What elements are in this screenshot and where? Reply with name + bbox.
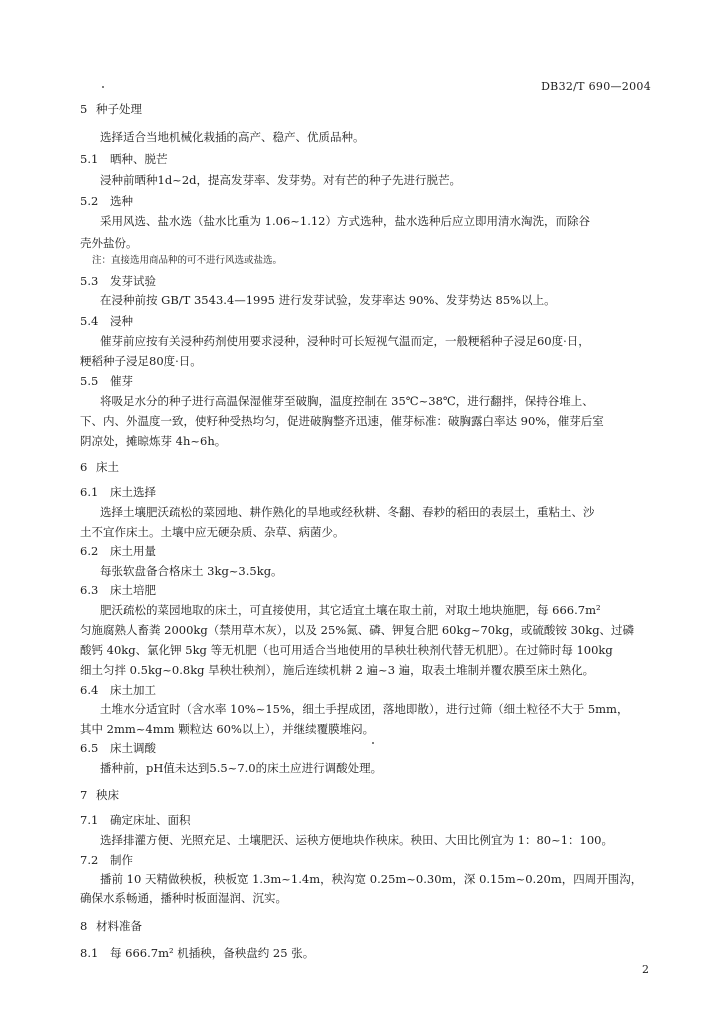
- section-title: 种子处理: [96, 102, 142, 116]
- body-text-line: 选择排灌方便、光照充足、土壤肥沃、运秧方便地块作秧床。秧田、大田比例宜为 1：80~1：100。: [100, 833, 614, 847]
- section-title: 确定床址、面积: [110, 813, 191, 827]
- body-text-line: 下、内、外温度一致，使籽种受热均匀，促进破胸整齐迅速，催芽标准：破胸露白率达 90%，催芽后室: [80, 414, 604, 428]
- section-title: 秧床: [96, 788, 119, 802]
- body-text-line: 粳稻种子浸足80度·日。: [80, 354, 202, 368]
- section-number: 5.2: [80, 194, 99, 208]
- section-number: 6.4: [80, 683, 99, 697]
- section-title: 材料准备: [96, 919, 142, 933]
- section-number: 7: [80, 788, 88, 802]
- section-number: 7.2: [80, 853, 99, 867]
- section-title: 催芽: [110, 374, 133, 388]
- section-number: 5.1: [80, 152, 99, 166]
- body-text-line: 细土匀拌 0.5kg~0.8kg 旱秧壮秧剂），施后连续机耕 2 遍~3 遍，取表土堆制并覆农膜至床土熟化。: [80, 663, 595, 677]
- body-text-line: 催芽前应按有关浸种药剂使用要求浸种，浸种时可长短视气温而定，一般粳稻种子浸足60度·日，: [100, 334, 590, 348]
- page-number: 2: [642, 963, 649, 976]
- section-title: 床土加工: [110, 683, 156, 697]
- section-number: 6.1: [80, 485, 99, 499]
- section-title: 床土用量: [110, 544, 156, 558]
- section-title: 床土培肥: [110, 583, 156, 597]
- body-text-line: 阴凉处，摊晾炼芽 4h~6h。: [80, 434, 227, 448]
- body-text-line: 选择土壤肥沃疏松的菜园地、耕作熟化的旱地或经秋耕、冬翻、春耖的稻田的表层土，重粘土、沙: [100, 505, 595, 519]
- section-number: 6.5: [80, 741, 99, 755]
- body-text-line: 在浸种前按 GB/T 3543.4—1995 进行发芽试验，发芽率达 90%、发芽势达 85%以上。: [100, 293, 556, 307]
- section-number: 8: [80, 919, 88, 933]
- body-text-line: 选择适合当地机械化栽插的高产、稳产、优质品种。: [100, 130, 365, 144]
- note-text: 注：直接选用商品种的可不进行风选或盐选。: [92, 255, 283, 266]
- body-text-line: 每张软盘备合格床土 3kg~3.5kg。: [100, 564, 283, 578]
- section-title: 床土: [96, 460, 119, 474]
- section-number: 5.4: [80, 314, 99, 328]
- standard-number: DB32/T 690—2004: [541, 80, 651, 93]
- scan-speck: [102, 86, 104, 88]
- section-number: 7.1: [80, 813, 99, 827]
- body-text-line: 播种前，pH值未达到5.5~7.0的床土应进行调酸处理。: [100, 761, 383, 775]
- body-text-line: 酸钙 40kg、氯化钾 5kg 等无机肥（也可用适合当地使用的旱秧壮秧剂代替无机肥）。在过筛时每 100kg: [80, 643, 613, 657]
- section-number: 8.1: [80, 946, 99, 960]
- section-title: 晒种、脱芒: [110, 152, 168, 166]
- section-number: 6.2: [80, 544, 99, 558]
- section-title: 选种: [110, 194, 133, 208]
- body-text-line: 匀施腐熟人畜粪 2000kg（禁用草木灰），以及 25%氮、磷、钾复合肥 60kg~70kg，或硫酸铵 30kg、过磷: [80, 623, 635, 637]
- section-number: 6.3: [80, 583, 99, 597]
- body-text-line: 壳外盐份。: [80, 236, 138, 250]
- body-text-line: 采用风选、盐水选（盐水比重为 1.06~1.12）方式选种，盐水选种后应立即用清水淘洗，而除谷: [100, 214, 590, 228]
- section-title: 发芽试验: [110, 274, 156, 288]
- body-text-line: 浸种前晒种1d~2d，提高发芽率、发芽势。对有芒的种子先进行脱芒。: [100, 173, 461, 187]
- body-text-line: 土不宜作床土。土壤中应无硬杂质、杂草、病菌少。: [80, 525, 345, 539]
- body-text-line: 播前 10 天精做秧板，秧板宽 1.3m~1.4m，秧沟宽 0.25m~0.30m，深 0.15m~0.20m，四周开围沟，: [100, 872, 643, 886]
- section-number: 5.5: [80, 374, 99, 388]
- body-text-line: 其中 2mm~4mm 颗粒达 60%以上），并继续覆膜堆闷。: [80, 722, 375, 736]
- scan-speck: [372, 742, 374, 744]
- section-title: 每 666.7m² 机插秧，备秧盘约 25 张。: [110, 946, 315, 960]
- section-title: 床土调酸: [110, 741, 156, 755]
- body-text-line: 将吸足水分的种子进行高温保湿催芽至破胸，温度控制在 35℃~38℃，进行翻拌，保持谷堆上、: [100, 394, 594, 408]
- section-title: 浸种: [110, 314, 133, 328]
- body-text-line: 确保水系畅通，播种时板面湿润、沉实。: [80, 891, 287, 905]
- body-text-line: 土堆水分适宜时（含水率 10%~15%，细土手捏成团，落地即散），进行过筛（细土粒径不大于 5mm，: [100, 702, 629, 716]
- section-title: 床土选择: [110, 485, 156, 499]
- section-title: 制作: [110, 853, 133, 867]
- body-text-line: 肥沃疏松的菜园地取的床土，可直接使用，其它适宜土壤在取土前，对取土地块施肥，每 666.7m²: [100, 603, 601, 617]
- section-number: 5.3: [80, 274, 99, 288]
- section-number: 5: [80, 102, 88, 116]
- section-number: 6: [80, 460, 88, 474]
